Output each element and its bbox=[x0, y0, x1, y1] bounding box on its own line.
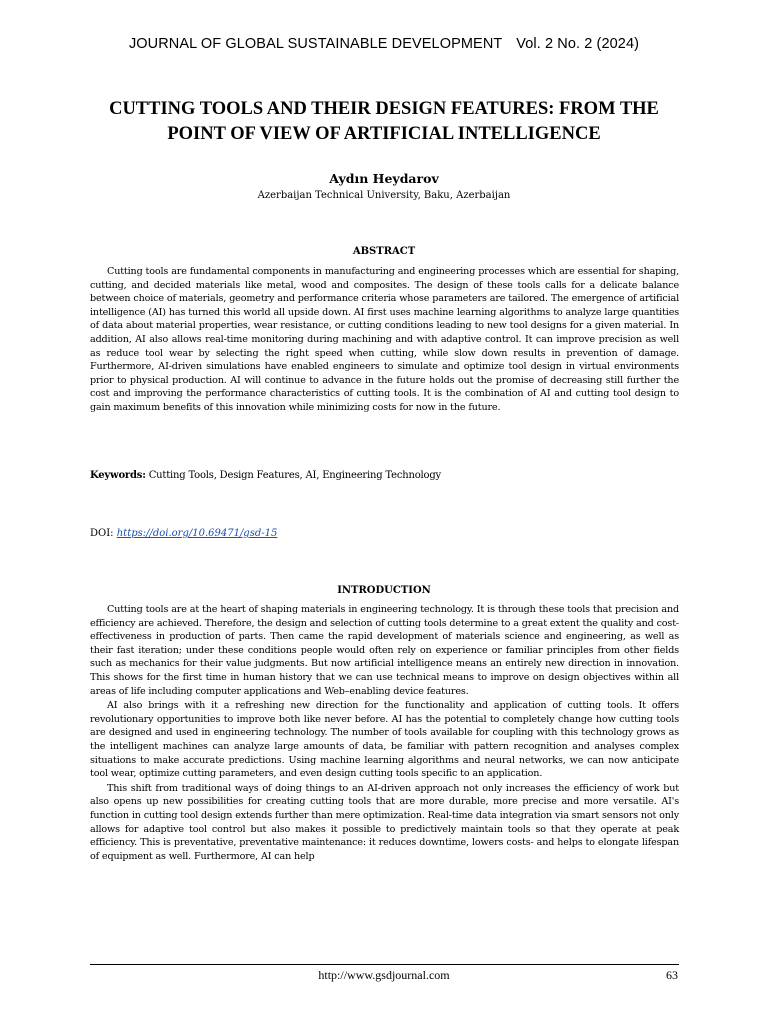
abstract-section bbox=[90, 265, 679, 415]
keywords-line bbox=[90, 470, 679, 481]
abstract-heading: ABSTRACT bbox=[352, 246, 416, 257]
paper-title-line-2: POINT OF VIEW OF ARTIFICIAL INTELLIGENCE bbox=[167, 124, 601, 144]
paper-title bbox=[90, 97, 678, 147]
author-affiliation: Azerbaijan Technical University, Baku, Azerbaijan bbox=[257, 190, 511, 201]
journal-volume: Vol. 2 No. 2 (2024) bbox=[516, 36, 640, 52]
footer-divider bbox=[90, 964, 679, 965]
introduction-paragraph: Cutting tools are at the heart of shaping materials in engineering technology. It is through these tools that precision and efficiency are achieved. Therefore, the design and selection of cutting tools determine to a great extent the quality and cost-effectiveness in production of parts. Then came the rapid development of materials science and engineering, as well as their fast iteration; under these conditions people would often rely on experience or familiar principles from other fields such as mechanics for their value judgments. But now artificial intelligence means an entirely new direction in innovation. This shows for the first time in human history that we can use technical means to improve on design objectives within all areas of life including computer applications and Web–enabling device features. bbox=[90, 604, 679, 697]
journal-name: JOURNAL OF GLOBAL SUSTAINABLE DEVELOPMENT bbox=[128, 36, 503, 52]
paper-title-line-1: CUTTING TOOLS AND THEIR DESIGN FEATURES: FROM THE bbox=[109, 99, 659, 119]
footer-url: http://www.gsdjournal.com bbox=[318, 968, 450, 982]
introduction-paragraph: AI also brings with it a refreshing new direction for the functionality and application of cutting tools. It offers revolutionary opportunities to improve both like never before. AI has the potential to completely change how cutting tools are designed and used in engineering technology. The number of tools available for coupling with this technology grows as the intelligent machines can analyze large amounts of data, be familiar with pattern recognition and analyses complex situations to make accurate predictions. Using machine learning algorithms and neural networks, we can now anticipate tool wear, optimize cutting parameters, and even design cutting tools specific to an application. bbox=[90, 700, 679, 780]
keywords-text: Cutting Tools, Design Features, AI, Engineering Technology bbox=[145, 470, 441, 481]
doi-line bbox=[90, 528, 679, 539]
keywords-label: Keywords: bbox=[90, 470, 146, 481]
journal-header bbox=[0, 36, 768, 52]
introduction-heading: INTRODUCTION bbox=[337, 585, 431, 596]
introduction-section bbox=[90, 603, 679, 864]
author-name: Aydın Heydarov bbox=[329, 171, 439, 186]
page-number: 63 bbox=[666, 968, 678, 982]
introduction-paragraph: This shift from traditional ways of doing things to an AI-driven approach not only increases the efficiency of work but also opens up new possibilities for creating cutting tools that are more durable, more precise and more versatile. AI's function in cutting tool design extends further than mere optimization. Real-time data integration via smart sensors not only allows for adaptive tool control but also makes it possible to predictively maintain tools so that they operate at peak efficiency. This is preventative, preventative maintenance: it reduces downtime, lowers costs- and helps to elongate lifespan of equipment as well. Furthermore, AI can help bbox=[90, 782, 679, 862]
abstract-text: Cutting tools are fundamental components in manufacturing and engineering processes which are essential for shaping, cutting, and decided materials like metal, wood and composites. The design of these tools calls for a delicate balance between choice of materials, geometry and performance criteria whose parameters are tailored. The emergence of artificial intelligence (AI) has turned this world all upside down. AI first uses machine learning algorithms to analyze large quantities of data about material properties, wear resistance, or cutting conditions leading to new tool designs for a given material. In addition, AI also allows real-time monitoring during machining and with adaptive control. It can improve precision as well as reduce tool wear by selecting the right speed when cutting, while slow down results in prevention of damage. Furthermore, AI-driven simulations have enabled engineers to simulate and optimize tool design in virtual environments prior to physical production. AI will continue to advance in the future holds out the promise of decreasing still further the cost and improving the performance characteristics of cutting tools. It is the combination of AI and cutting tool design to gain maximum benefits of this innovation while minimizing costs for now in the future. bbox=[90, 266, 679, 413]
doi-label: DOI: bbox=[90, 528, 114, 539]
doi-link[interactable]: https://doi.org/10.69471/gsd-15 bbox=[116, 528, 278, 539]
